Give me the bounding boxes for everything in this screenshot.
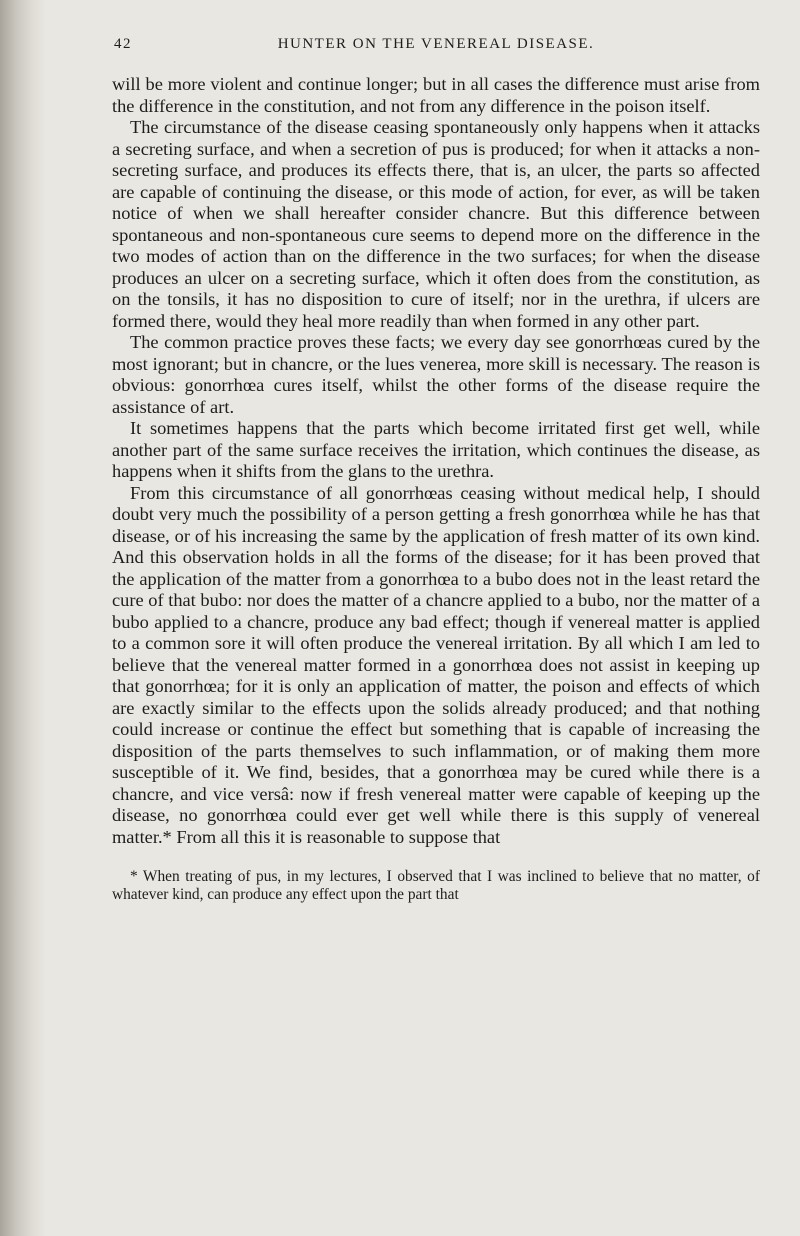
page-number: 42 — [114, 36, 132, 52]
running-title: HUNTER ON THE VENEREAL DISEASE. — [277, 36, 595, 52]
page-gutter-shadow — [0, 0, 46, 1236]
running-head — [112, 36, 760, 62]
body-text — [112, 74, 760, 848]
paragraph-irritation-shift: It sometimes happens that the parts which become irritated first get well, while another part of the same surface receives the irritation, which continues the disease, as happens when it shifts from the glans to the urethra. — [112, 418, 760, 481]
footnote: * When treating of pus, in my lectures, I observed that I was inclined to believe that no matter, of whatever kind, can produce any effect upon the part that — [112, 868, 760, 903]
paragraph-common-practice: The common practice proves these facts; we every day see gonorrhœas cured by the most ignorant; but in chancre, or the lues venerea, more skill is necessary. The reason is obvious: gonorrhœa cures itself, whilst the other forms of the disease require the assistance of art. — [112, 332, 760, 417]
paragraph-continued: will be more violent and continue longer; but in all cases the difference must arise from the difference in the constitution, and not from any difference in the poison itself. — [112, 74, 760, 116]
paragraph-fresh-matter: From this circumstance of all gonorrhœas ceasing without medical help, I should doubt very much the possibility of a person getting a fresh gonorrhœa while he has that disease, or of his increasing the same by the application of fresh matter of its own kind. And this observation holds in all the forms of the disease; for it has been proved that the application of the matter from a gonorrhœa to a bubo does not in the least retard the cure of that bubo: nor does the matter of a chancre applied to a bubo, nor the matter of a bubo applied to a chancre, produce any bad effect; though if venereal matter is applied to a common sore it will often produce the venereal irritation. By all which I am led to believe that the venereal matter formed in a gonorrhœa does not assist in keeping up that gonorrhœa; for it is only an application of matter, the poison and effects of which are exactly similar to the effects upon the solids already produced; and that nothing could increase or continue the effect but something that is capable of increasing the disposition of the parts themselves to such inflammation, or of making them more susceptible of it. We find, besides, that a gonorrhœa may be cured while there is a chancre, and vice versâ: now if fresh venereal matter were capable of keeping up the disease, no gonorrhœa could ever get well while there is this supply of venereal matter.* From all this it is reasonable to suppose that — [112, 482, 760, 847]
paragraph-spontaneous-cure: The circumstance of the disease ceasing spontaneously only happens when it attacks a secreting surface, and when a secretion of pus is produced; for when it attacks a non-secreting surface, and produces its effects there, that is, an ulcer, the parts so affected are capable of continuing the disease, or this mode of action, for ever, as will be taken notice of when we shall hereafter consider chancre. But this difference between spontaneous and non-spontaneous cure seems to depend more on the difference in the two modes of action than on the difference in the two surfaces; for when the disease produces an ulcer on a secreting surface, which it often does from the constitution, as on the tonsils, it has no disposition to cure of itself; nor in the urethra, if ulcers are formed there, would they heal more readily than when formed in any other part. — [112, 117, 760, 331]
book-page — [112, 36, 760, 903]
